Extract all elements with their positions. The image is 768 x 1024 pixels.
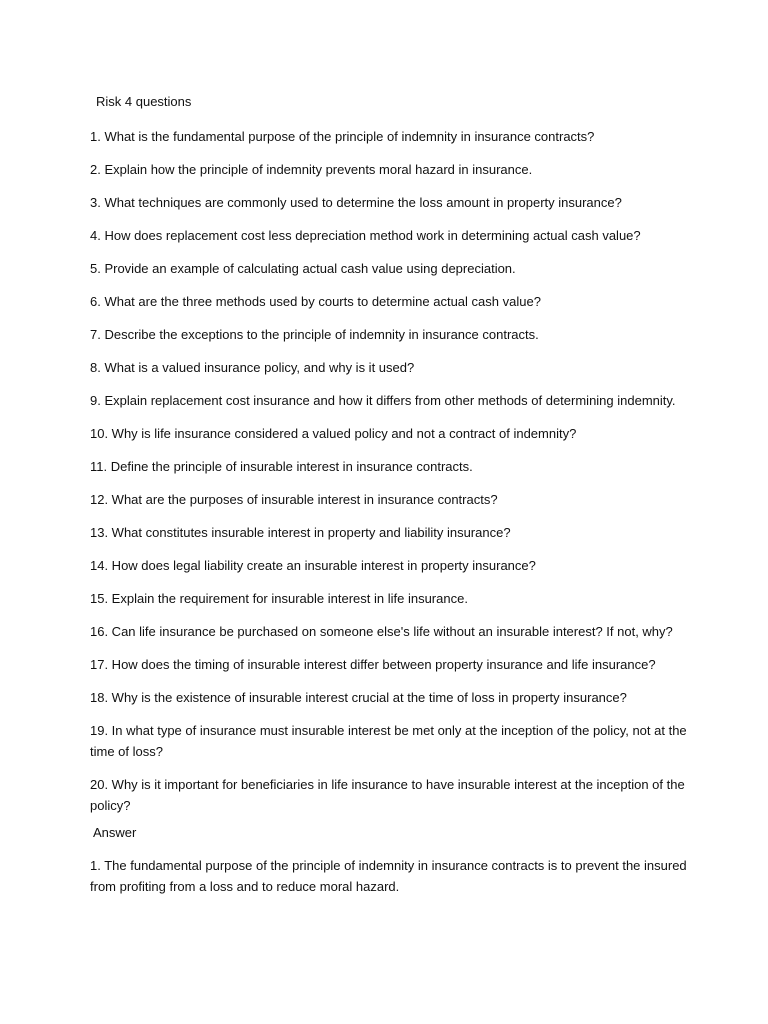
question-item: 11. Define the principle of insurable interest in insurance contracts.	[90, 459, 473, 474]
question-item: 13. What constitutes insurable interest in property and liability insurance?	[90, 525, 511, 540]
question-item: 14. How does legal liability create an insurable interest in property insurance?	[90, 558, 536, 573]
question-item: 4. How does replacement cost less depreciation method work in determining actual cash value?	[90, 228, 641, 243]
question-item: 12. What are the purposes of insurable interest in insurance contracts?	[90, 492, 498, 507]
question-item: 8. What is a valued insurance policy, and why is it used?	[90, 360, 415, 375]
question-item: 9. Explain replacement cost insurance and how it differs from other methods of determining indemnity.	[90, 393, 676, 408]
question-item: 17. How does the timing of insurable interest differ between property insurance and life insurance?	[90, 657, 656, 672]
question-item: 7. Describe the exceptions to the principle of indemnity in insurance contracts.	[90, 327, 539, 342]
answer-heading: Answer	[93, 825, 137, 840]
question-item: 20. Why is it important for beneficiaries in life insurance to have insurable interest at the inception of the policy?	[90, 777, 685, 813]
question-item: 10. Why is life insurance considered a valued policy and not a contract of indemnity?	[90, 426, 577, 441]
answer-item: 1. The fundamental purpose of the principle of indemnity in insurance contracts is to prevent the insured from profiting from a loss and to reduce moral hazard.	[90, 858, 687, 894]
question-item: 6. What are the three methods used by courts to determine actual cash value?	[90, 294, 541, 309]
question-item: 3. What techniques are commonly used to determine the loss amount in property insurance?	[90, 195, 622, 210]
document-title: Risk 4 questions	[96, 94, 192, 109]
question-item: 15. Explain the requirement for insurable interest in life insurance.	[90, 591, 468, 606]
question-list	[90, 126, 690, 828]
question-item: 16. Can life insurance be purchased on someone else's life without an insurable interest? If not, why?	[90, 624, 673, 639]
question-item: 5. Provide an example of calculating actual cash value using depreciation.	[90, 261, 516, 276]
question-item: 1. What is the fundamental purpose of the principle of indemnity in insurance contracts?	[90, 129, 595, 144]
question-item: 19. In what type of insurance must insurable interest be met only at the inception of the policy, not at the time of loss?	[90, 723, 687, 759]
question-item: 18. Why is the existence of insurable interest crucial at the time of loss in property insurance?	[90, 690, 627, 705]
answer-list	[90, 855, 690, 897]
question-item: 2. Explain how the principle of indemnity prevents moral hazard in insurance.	[90, 162, 533, 177]
